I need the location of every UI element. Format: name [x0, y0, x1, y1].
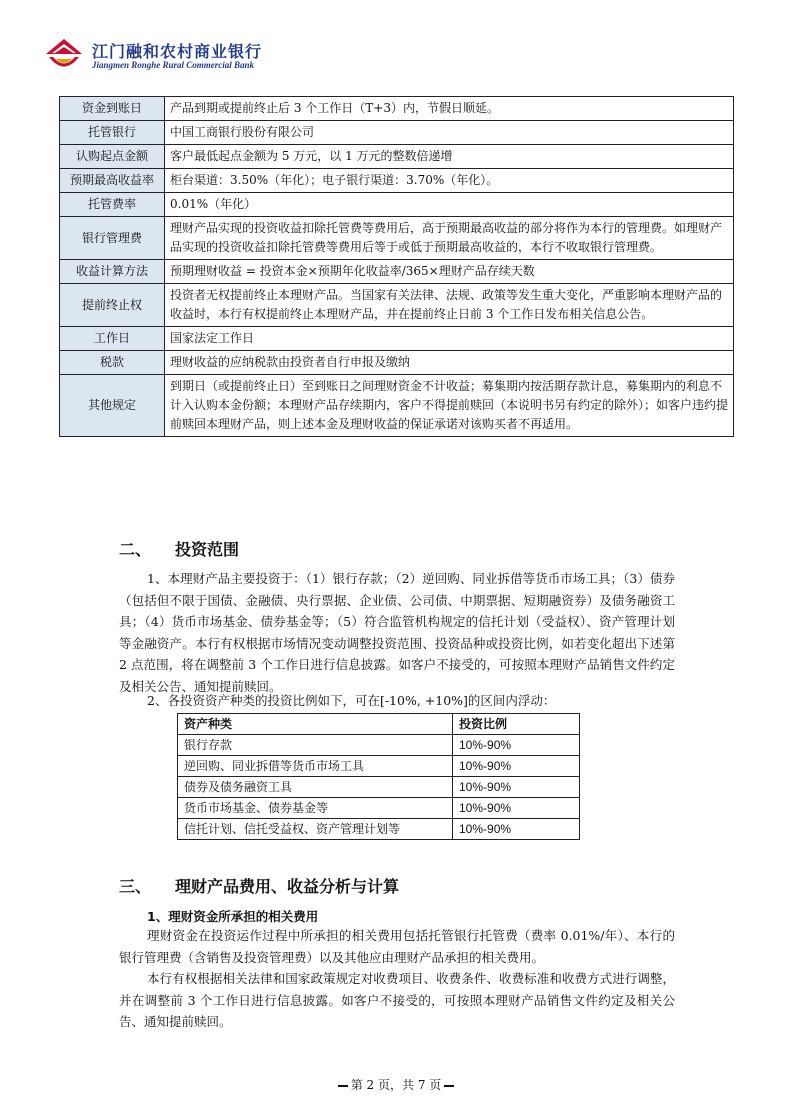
column-header: 投资比例	[453, 714, 580, 735]
allocation-ratio: 10%-90%	[453, 756, 580, 777]
asset-type: 信托计划、信托受益权、资产管理计划等	[178, 819, 453, 840]
row-value: 理财产品实现的投资收益扣除托管费等费用后，高于预期最高收益的部分将作为本行的管理费。如理财产品实现的投资收益扣除托管费等费用后等于或低于预期最高收益的，本行不收取银行管理费。	[165, 217, 734, 260]
table-row	[178, 798, 580, 819]
bank-name-cn: 江门融和农村商业银行	[92, 42, 263, 61]
allocation-ratio: 10%-90%	[453, 819, 580, 840]
table-row	[60, 97, 734, 121]
page-footer	[0, 1076, 792, 1093]
table-row	[178, 819, 580, 840]
row-key: 托管银行	[60, 121, 165, 145]
row-key: 托管费率	[60, 193, 165, 217]
fees-paragraph: 理财资金在投资运作过程中所承担的相关费用包括托管银行托管费（费率 0.01%/年）、本行的银行管理费（含销售及投资管理费）以及其他应由理财产品承担的相关费用。	[119, 928, 675, 965]
section-title: 理财产品费用、收益分析与计算	[175, 877, 400, 896]
row-key: 工作日	[60, 327, 165, 351]
column-header: 资产种类	[178, 714, 453, 735]
row-value: 中国工商银行股份有限公司	[165, 121, 734, 145]
bank-name-en: Jiangmen Ronghe Rural Commercial Bank	[92, 60, 255, 70]
section-number: 三、	[119, 877, 152, 896]
table-row	[60, 169, 734, 193]
allocation-ratio: 10%-90%	[453, 777, 580, 798]
fee-adjustment-paragraph: 本行有权根据相关法律和国家政策规定对收费项目、收费条件、收费标准和收费方式进行调整，并在调整前 3 个工作日进行信息披露。如客户不接受的，可按照本理财产品销售文件约定及相关公告、通知提前赎回。	[119, 971, 675, 1030]
asset-type: 债券及债务融资工具	[178, 777, 453, 798]
row-key: 银行管理费	[60, 217, 165, 260]
row-key: 收益计算方法	[60, 260, 165, 284]
row-value: 柜台渠道：3.50%（年化）；电子银行渠道：3.70%（年化）。	[165, 169, 734, 193]
table-row	[60, 260, 734, 284]
asset-type: 银行存款	[178, 735, 453, 756]
bank-logo-icon	[44, 36, 84, 76]
subsection-heading: 1、理财资金所承担的相关费用	[147, 909, 319, 924]
row-value: 到期日（或提前终止日）至到账日之间理财资金不计收益；募集期内按活期存款计息，募集期内的利息不计入认购本金份额；本理财产品存续期内，客户不得提前赎回（本说明书另有约定的除外）；如客户违约提前赎回本理财产品，则上述本金及理财收益的保证承诺对该购买者不再适用。	[165, 375, 734, 437]
table-row	[60, 193, 734, 217]
table-row	[60, 351, 734, 375]
allocation-ratio: 10%-90%	[453, 798, 580, 819]
product-info-table	[59, 96, 734, 437]
section-number: 二、	[119, 540, 152, 559]
table-header-row	[178, 714, 580, 735]
section-2-heading	[119, 537, 239, 560]
asset-type: 逆回购、同业拆借等货币市场工具	[178, 756, 453, 777]
asset-type: 货币市场基金、债券基金等	[178, 798, 453, 819]
section-3-heading	[119, 874, 399, 897]
table-row	[60, 217, 734, 260]
row-key: 税款	[60, 351, 165, 375]
table-row	[178, 756, 580, 777]
row-value: 产品到期或提前终止后 3 个工作日（T+3）内，节假日顺延。	[165, 97, 734, 121]
row-key: 认购起点金额	[60, 145, 165, 169]
allocation-intro-paragraph: 2、各投资资产种类的投资比例如下，可在[-10%, +10%]的区间内浮动：	[147, 693, 556, 708]
investment-scope-paragraph: 1、本理财产品主要投资于：（1）银行存款；（2）逆回购、同业拆借等货币市场工具；（3）债券（包括但不限于国债、金融债、央行票据、企业债、公司债、中期票据、短期融资券）及债务融资工具；（4）货币市场基金、债券基金等；（5）符合监管机构规定的信托计划（受益权）、资产管理计划等金融资产。本行有权根据市场情况变动调整投资范围、投资品种或投资比例，如若变化超出下述第 2 点范围，将在调整前 3 个工作日进行信息披露。如客户不接受的，可按照本理财产品销售文件约定及相关公告、通知提前赎回。	[119, 571, 675, 694]
row-value: 客户最低起点金额为 5 万元，以 1 万元的整数倍递增	[165, 145, 734, 169]
page-header	[44, 36, 344, 80]
table-row	[60, 145, 734, 169]
page-number: 第 2 页，共 7 页	[350, 1078, 442, 1092]
row-value: 预期理财收益 = 投资本金×预期年化收益率/365×理财产品存续天数	[165, 260, 734, 284]
footer-dash	[338, 1085, 348, 1087]
row-value: 理财收益的应纳税款由投资者自行申报及缴纳	[165, 351, 734, 375]
table-row	[60, 284, 734, 327]
table-row	[60, 327, 734, 351]
allocation-ratio: 10%-90%	[453, 735, 580, 756]
row-key: 其他规定	[60, 375, 165, 437]
table-row	[178, 735, 580, 756]
row-value: 0.01%（年化）	[165, 193, 734, 217]
row-value: 投资者无权提前终止本理财产品。当国家有关法律、法规、政策等发生重大变化，严重影响本理财产品的收益时，本行有权提前终止本理财产品，并在提前终止日前 3 个工作日发布相关信息公告。	[165, 284, 734, 327]
section-title: 投资范围	[175, 540, 240, 559]
footer-dash	[444, 1085, 454, 1087]
table-row	[178, 777, 580, 798]
row-key: 资金到账日	[60, 97, 165, 121]
row-key: 预期最高收益率	[60, 169, 165, 193]
table-row	[60, 375, 734, 437]
allocation-table	[177, 713, 580, 840]
row-key: 提前终止权	[60, 284, 165, 327]
row-value: 国家法定工作日	[165, 327, 734, 351]
table-row	[60, 121, 734, 145]
